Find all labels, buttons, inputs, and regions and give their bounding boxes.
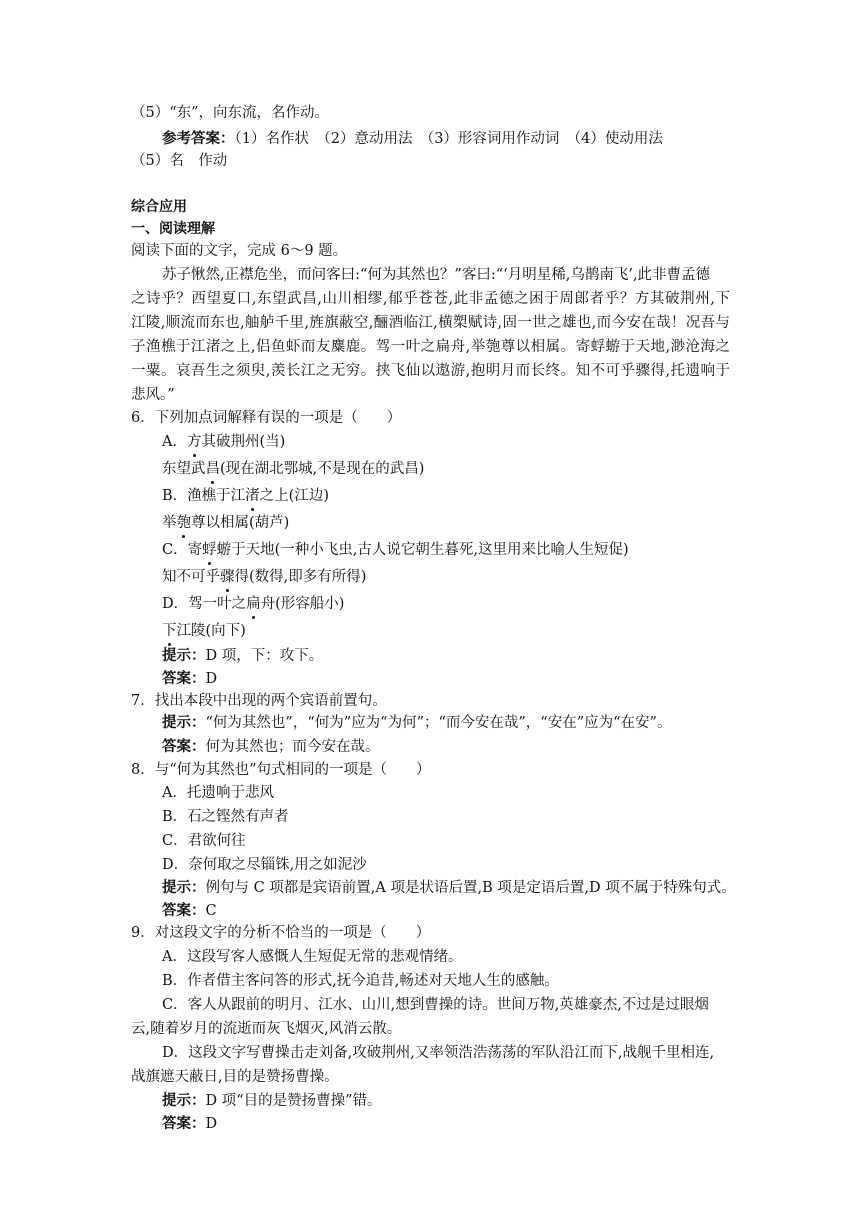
q6-option-b-1: B．渔樵于江渚之上(江边) [162,485,762,507]
prev-item-5: （5）“东”，向东流，名作动。 [131,105,330,121]
reference-answer-label: 参考答案： [162,130,235,147]
subsection-heading: 一、阅读理解 [131,221,215,237]
reference-answer-cont: （5）名 作动 [131,153,228,169]
reference-answer [162,128,762,150]
passage-line-5: 一粟。哀吾生之须臾,羡长江之无穷。挟飞仙以遨游,抱明月而长终。知不可乎骤得,托遗响于 [131,363,730,379]
q6-option-d-1: D．驾一叶之扁舟(形容船小) [162,593,762,615]
q6-option-d-2: 下江陵(向下) [162,620,762,642]
q9-option-a: A．这段写客人感慨人生短促无常的悲观情绪。 [162,949,463,965]
q7-hint: 提示：“何为其然也”，“何为”应为“为何”；“而今安在哉”，“安在”应为“在安”。 [162,714,672,731]
q7-answer: 答案：何为其然也；而今安在哉。 [162,738,380,755]
q6-option-c-1: C．寄蜉蝣于天地(一种小飞虫,古人说它朝生暮死,这里用来比喻人生短促) [162,539,762,561]
q6-answer: 答案：D [162,670,218,687]
q9-option-c-2: 云,随着岁月的流逝而灰飞烟灭,风消云散。 [131,1021,402,1037]
q9-option-d-1: D．这段文字写曹操击走刘备,攻破荆州,又率领浩浩荡荡的军队沿江而下,战舰千里相连, [162,1045,715,1061]
q6-option-a-1: A．方其破荆州(当) [162,431,762,453]
question-8-stem: 8．与“何为其然也”句式相同的一项是（ ） [131,762,431,778]
q6-option-b-2: 举匏尊以相属(葫芦) [162,512,762,534]
reference-answer-text: （1）名作状 （2）意动用法 （3）形容词用作动词 （4）使动用法 [234,131,663,147]
q9-option-d-2: 战旗遮天蔽日,目的是赞扬曹操。 [131,1069,339,1085]
q8-hint: 提示：例句与 C 项都是宾语前置,A 项是状语后置,B 项是定语后置,D 项不属于特殊句式。 [162,879,736,896]
passage-line-4: 子渔樵于江渚之上,侣鱼虾而友麋鹿。驾一叶之扁舟,举匏尊以相属。寄蜉蝣于天地,渺沧海之 [131,339,730,355]
section-heading: 综合应用 [131,199,187,215]
q6-hint: 提示：D 项，下：攻下。 [162,647,324,664]
q8-option-d: D．奈何取之尽锱铢,用之如泥沙 [162,857,367,873]
passage-line-1: 苏子愀然,正襟危坐，而问客曰:“何为其然也？”客曰:“‘月明星稀,乌鹊南飞’,此非曹孟德 [162,267,711,283]
q8-option-b: B．石之铿然有声者 [162,809,289,825]
q8-option-c: C．君欲何往 [162,833,246,849]
passage-line-3: 江陵,顺流而东也,舳舻千里,旌旗蔽空,酾酒临江,横槊赋诗,固一世之雄也,而今安在哉！况吾与 [131,315,730,331]
q8-option-a: A．托遗响于悲风 [162,785,274,801]
question-9-stem: 9．对这段文字的分析不恰当的一项是（ ） [131,925,431,941]
q6-option-a-2: 东望武昌(现在湖北鄂城,不是现在的武昌) [162,458,762,480]
passage-line-6: 悲风。” [131,387,175,403]
q9-option-c-1: C．客人从跟前的明月、江水、山川,想到曹操的诗。世间万物,英雄豪杰,不过是过眼烟 [162,997,709,1013]
q6-option-c-2: 知不可乎骤得(数得,即多有所得) [162,566,762,588]
instruction: 阅读下面的文字，完成 6～9 题。 [131,243,348,259]
q8-answer: 答案：C [162,902,217,919]
question-6-stem: 6．下列加点词解释有误的一项是（ ） [131,410,402,426]
q9-hint: 提示：D 项“目的是赞扬曹操”错。 [162,1092,382,1109]
q9-option-b: B．作者借主客问答的形式,抚今追昔,畅述对天地人生的感触。 [162,973,559,989]
question-7-stem: 7．找出本段中出现的两个宾语前置句。 [131,693,387,709]
q9-answer: 答案：D [162,1115,218,1132]
passage-line-2: 之诗乎？西望夏口,东望武昌,山川相缪,郁乎苍苍,此非孟德之困于周郎者乎？方其破荆州,下 [131,291,730,307]
